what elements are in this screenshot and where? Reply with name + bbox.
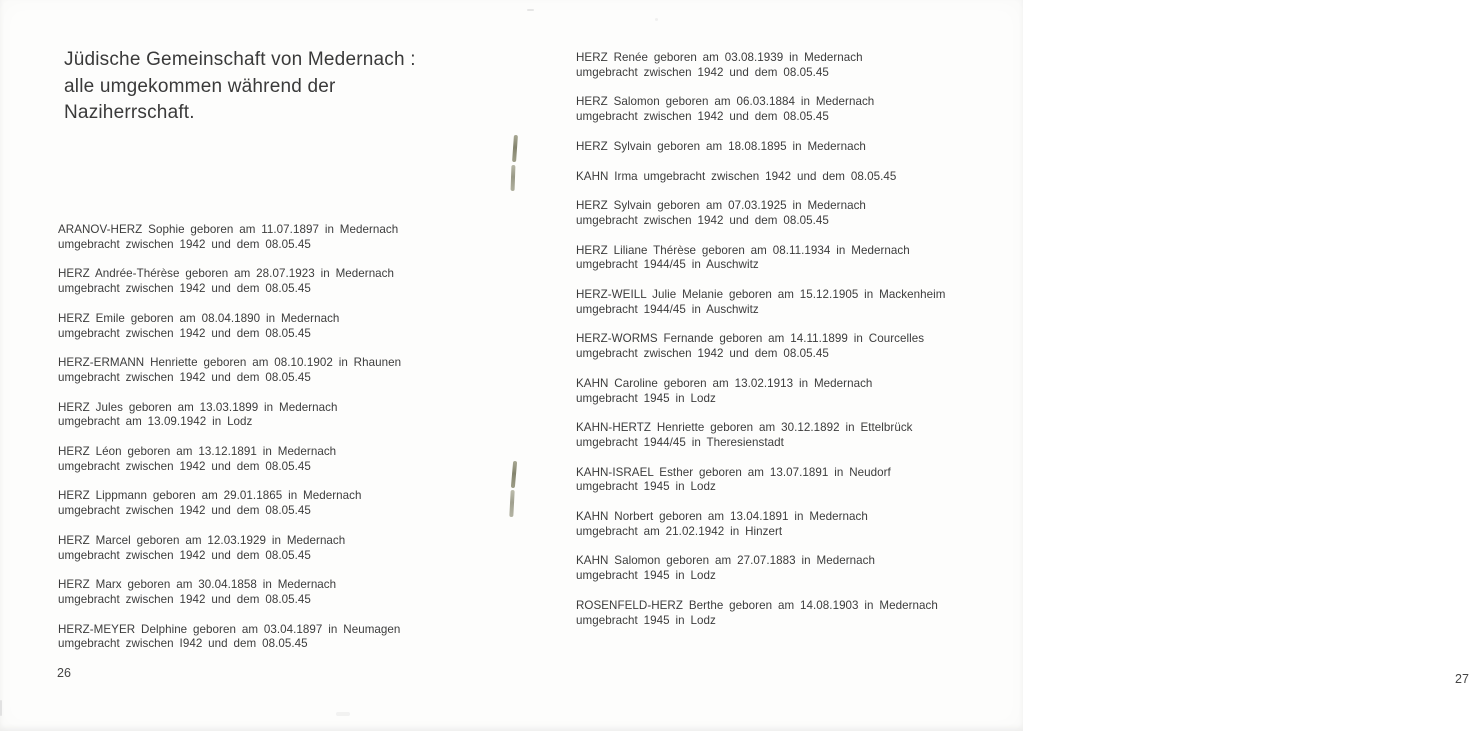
entry-line: HERZ Renée geboren am 03.08.1939 in Medernach xyxy=(576,51,863,64)
memorial-entry xyxy=(576,199,1016,228)
entry-line: ROSENFELD-HERZ Berthe geboren am 14.08.1903 in Medernach xyxy=(576,598,938,612)
memorial-entry xyxy=(58,267,493,296)
memorial-entry xyxy=(58,223,493,252)
entry-line: umgebracht zwischen 1942 und dem 08.05.45 xyxy=(58,237,311,251)
entry-line: umgebracht 1945 in Lodz xyxy=(576,613,716,627)
memorial-entry xyxy=(58,312,493,341)
entry-line: HERZ Marcel geboren am 12.03.1929 in Medernach xyxy=(58,533,346,547)
memorial-entry xyxy=(576,421,1016,450)
scan-artifact xyxy=(336,712,350,716)
entry-line: umgebracht 1945 in Lodz xyxy=(576,480,716,494)
page-left xyxy=(0,0,511,731)
entry-line: umgebracht zwischen 1942 und dem 08.05.45 xyxy=(58,592,311,606)
entry-line: umgebracht zwischen 1942 und dem 08.05.45 xyxy=(58,326,311,340)
entry-line: KAHN Salomon geboren am 27.07.1883 in Medernach xyxy=(576,554,875,568)
memorial-entry xyxy=(58,489,493,518)
memorial-entry xyxy=(576,377,1016,406)
title-line: Naziherrschaft. xyxy=(64,102,195,123)
scan-artifact xyxy=(527,9,534,11)
entry-line: umgebracht 1944/45 in Theresienstadt xyxy=(576,435,784,449)
entry-line: HERZ Sylvain geboren am 18.08.1895 in Medernach xyxy=(576,139,866,153)
memorial-entry xyxy=(576,554,1016,583)
memorial-entry xyxy=(576,466,1016,495)
page-right xyxy=(511,0,1469,731)
memorial-entry xyxy=(576,140,1016,155)
scan-artifact xyxy=(0,700,2,716)
entry-line: umgebracht zwischen 1942 und dem 08.05.45 xyxy=(576,213,829,227)
entry-line: HERZ-ERMANN Henriette geboren am 08.10.1902 in Rhaunen xyxy=(58,356,402,370)
memorial-entry xyxy=(576,95,1016,124)
memorial-entry xyxy=(58,401,493,430)
entry-line: HERZ Lippmann geboren am 29.01.1865 in Medernach xyxy=(58,489,362,503)
entries-list-right xyxy=(576,51,1016,643)
entry-line: HERZ-WEILL Julie Melanie geboren am 15.12.1905 in Mackenheim xyxy=(576,288,946,302)
entry-line: umgebracht 1944/45 in Auschwitz xyxy=(576,258,759,272)
memorial-entry xyxy=(58,578,493,607)
memorial-entry xyxy=(58,623,493,652)
entry-line: HERZ Sylvain geboren am 07.03.1925 in Medernach xyxy=(576,199,866,213)
page-number-right: 27 xyxy=(1455,672,1469,686)
entry-line: KAHN Norbert geboren am 13.04.1891 in Medernach xyxy=(576,510,868,524)
memorial-entry xyxy=(576,510,1016,539)
title-line: Jüdische Gemeinschaft von Medernach : xyxy=(64,49,416,70)
memorial-title xyxy=(64,47,416,127)
entry-line: umgebracht zwischen 1942 und dem 08.05.45 xyxy=(576,347,829,361)
memorial-entry xyxy=(576,51,1016,80)
entry-line: umgebracht 1945 in Lodz xyxy=(576,391,716,405)
entry-line: umgebracht zwischen 1942 und dem 08.05.45 xyxy=(58,282,311,296)
entry-line: KAHN-HERTZ Henriette geboren am 30.12.1892 in Ettelbrück xyxy=(576,421,913,435)
memorial-entry xyxy=(576,170,1016,185)
entry-line: umgebracht am 21.02.1942 in Hinzert xyxy=(576,524,783,538)
entry-line: umgebracht zwischen 1942 und dem 08.05.45 xyxy=(58,548,311,562)
entry-line: HERZ Jules geboren am 13.03.1899 in Medernach xyxy=(58,400,338,414)
memorial-entry xyxy=(576,288,1016,317)
entry-line: HERZ Léon geboren am 13.12.1891 in Medernach xyxy=(58,445,337,459)
entry-line: umgebracht am 13.09.1942 in Lodz xyxy=(58,415,253,429)
entry-line: umgebracht zwischen I942 und dem 08.05.45 xyxy=(58,637,308,651)
entry-line: HERZ Emile geboren am 08.04.1890 in Medernach xyxy=(58,311,340,325)
memorial-entry xyxy=(576,244,1016,273)
entry-line: umgebracht zwischen 1942 und dem 08.05.45 xyxy=(576,110,829,124)
entry-line: umgebracht zwischen 1942 und dem 08.05.45 xyxy=(58,370,311,384)
entry-line: HERZ-MEYER Delphine geboren am 03.04.1897 in Neumagen xyxy=(58,622,401,636)
entry-line: HERZ Andrée-Thérèse geboren am 28.07.1923 in Medernach xyxy=(58,267,395,281)
entry-line: KAHN Caroline geboren am 13.02.1913 in Medernach xyxy=(576,376,873,390)
memorial-entry xyxy=(576,332,1016,361)
scan-artifact xyxy=(655,18,658,21)
entry-line: umgebracht 1945 in Lodz xyxy=(576,569,716,583)
memorial-entry xyxy=(58,356,493,385)
title-line: alle umgekommen während der xyxy=(64,75,336,97)
entry-line: HERZ Salomon geboren am 06.03.1884 in Medernach xyxy=(576,95,875,109)
entry-line: umgebracht zwischen 1942 und dem 08.05.45 xyxy=(58,459,311,473)
entry-line: KAHN-ISRAEL Esther geboren am 13.07.1891 in Neudorf xyxy=(576,465,891,479)
entry-line: umgebracht zwischen 1942 und dem 08.05.45 xyxy=(58,504,311,518)
entry-line: ARANOV-HERZ Sophie geboren am 11.07.1897 in Medernach xyxy=(58,223,399,236)
memorial-entry xyxy=(576,599,1016,628)
entry-line: umgebracht zwischen 1942 und dem 08.05.45 xyxy=(576,65,829,79)
entry-line: HERZ-WORMS Fernande geboren am 14.11.1899 in Courcelles xyxy=(576,332,925,346)
entry-line: HERZ Marx geboren am 30.04.1858 in Medernach xyxy=(58,578,337,592)
entry-line: umgebracht 1944/45 in Auschwitz xyxy=(576,302,759,316)
memorial-entry xyxy=(58,534,493,563)
entries-list-left xyxy=(58,223,493,667)
entry-line: HERZ Liliane Thérèse geboren am 08.11.1934 in Medernach xyxy=(576,243,910,257)
memorial-entry xyxy=(58,445,493,474)
entry-line: KAHN Irma umgebracht zwischen 1942 und dem 08.05.45 xyxy=(576,169,897,183)
page-number-left: 26 xyxy=(57,666,71,680)
